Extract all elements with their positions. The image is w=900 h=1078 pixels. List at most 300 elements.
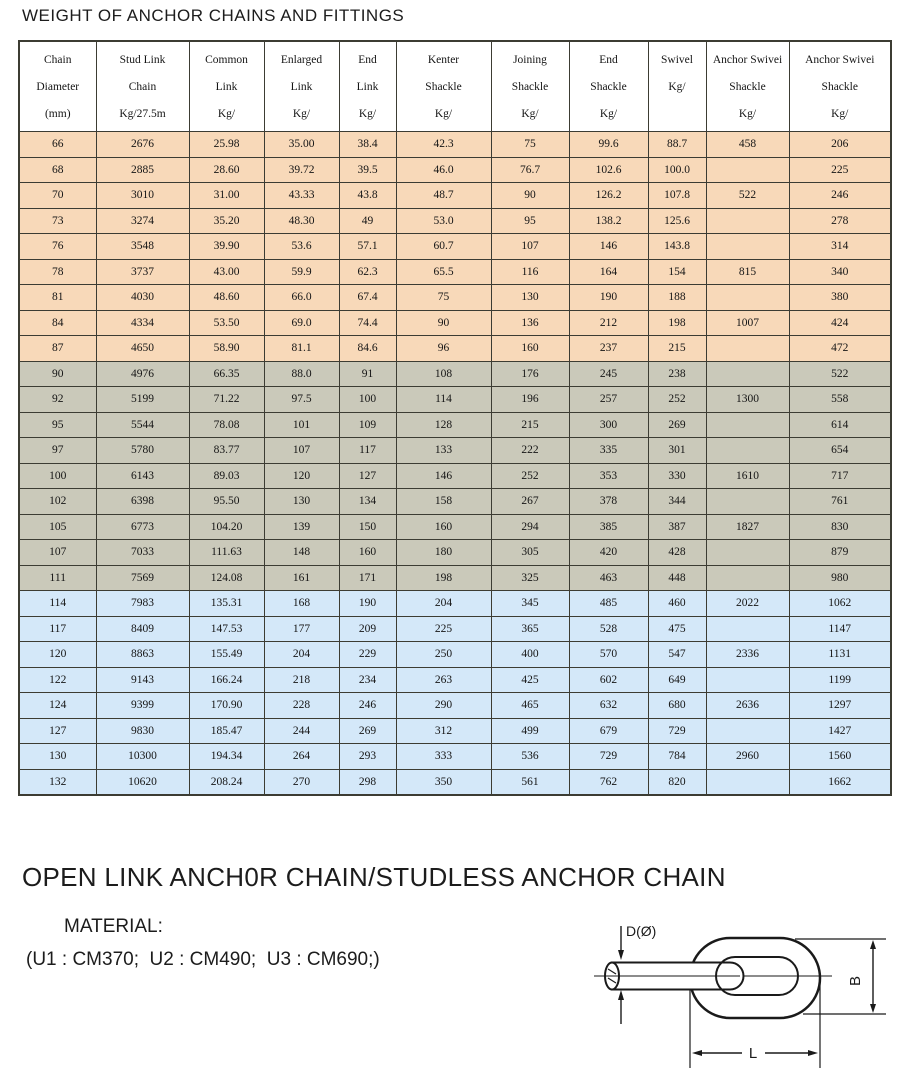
table-cell: 499 bbox=[491, 718, 569, 744]
table-cell: 294 bbox=[491, 514, 569, 540]
table-cell: 171 bbox=[339, 565, 396, 591]
column-header-line: Diameter bbox=[36, 80, 80, 93]
table-cell: 10300 bbox=[96, 744, 189, 770]
table-cell: 38.4 bbox=[339, 132, 396, 158]
table-cell: 1427 bbox=[789, 718, 891, 744]
table-cell: 312 bbox=[396, 718, 491, 744]
table-row bbox=[19, 463, 891, 489]
table-cell: 146 bbox=[396, 463, 491, 489]
table-cell: 78 bbox=[19, 259, 96, 285]
table-cell: 43.33 bbox=[264, 183, 339, 209]
table-cell bbox=[706, 157, 789, 183]
table-row bbox=[19, 438, 891, 464]
column-header-line: Link bbox=[356, 80, 379, 93]
table-cell: 1062 bbox=[789, 591, 891, 617]
table-cell: 139 bbox=[264, 514, 339, 540]
column-header-line: Chain bbox=[128, 80, 157, 93]
table-cell: 66 bbox=[19, 132, 96, 158]
table-cell: 333 bbox=[396, 744, 491, 770]
table-cell: 59.9 bbox=[264, 259, 339, 285]
table-cell: 125.6 bbox=[648, 208, 706, 234]
table-cell: 120 bbox=[264, 463, 339, 489]
table-cell: 465 bbox=[491, 693, 569, 719]
table-cell: 679 bbox=[569, 718, 648, 744]
table-cell: 4976 bbox=[96, 361, 189, 387]
table-cell: 2022 bbox=[706, 591, 789, 617]
table-cell: 116 bbox=[491, 259, 569, 285]
table-row bbox=[19, 693, 891, 719]
column-header-line: Shackle bbox=[511, 80, 549, 93]
table-cell: 136 bbox=[491, 310, 569, 336]
table-cell: 73 bbox=[19, 208, 96, 234]
column-header-line: Kg/ bbox=[217, 107, 236, 120]
table-cell bbox=[706, 412, 789, 438]
column-header-line: Kg/ bbox=[831, 107, 849, 120]
table-cell bbox=[706, 361, 789, 387]
column-header-line: Kenter bbox=[427, 53, 460, 66]
table-cell: 602 bbox=[569, 667, 648, 693]
table-cell: 218 bbox=[264, 667, 339, 693]
table-cell: 330 bbox=[648, 463, 706, 489]
table-cell: 88.0 bbox=[264, 361, 339, 387]
table-cell: 100.0 bbox=[648, 157, 706, 183]
table-cell: 128 bbox=[396, 412, 491, 438]
table-cell: 353 bbox=[569, 463, 648, 489]
table-cell: 1007 bbox=[706, 310, 789, 336]
table-cell: 649 bbox=[648, 667, 706, 693]
table-cell: 78.08 bbox=[189, 412, 264, 438]
table-cell: 69.0 bbox=[264, 310, 339, 336]
column-header bbox=[569, 41, 648, 132]
table-cell: 762 bbox=[569, 769, 648, 795]
table-cell: 570 bbox=[569, 642, 648, 668]
table-row bbox=[19, 769, 891, 795]
column-header bbox=[96, 41, 189, 132]
table-cell: 3010 bbox=[96, 183, 189, 209]
table-cell: 138.2 bbox=[569, 208, 648, 234]
table-cell: 67.4 bbox=[339, 285, 396, 311]
table-cell: 547 bbox=[648, 642, 706, 668]
table-cell: 830 bbox=[789, 514, 891, 540]
table-cell: 278 bbox=[789, 208, 891, 234]
table-cell: 6773 bbox=[96, 514, 189, 540]
table-cell: 190 bbox=[339, 591, 396, 617]
page-title: WEIGHT OF ANCHOR CHAINS AND FITTINGS bbox=[22, 6, 405, 25]
table-row bbox=[19, 234, 891, 260]
table-cell: 134 bbox=[339, 489, 396, 515]
table-cell: 7569 bbox=[96, 565, 189, 591]
table-cell: 84 bbox=[19, 310, 96, 336]
table-cell: 114 bbox=[19, 591, 96, 617]
table-cell: 108 bbox=[396, 361, 491, 387]
table-cell: 147.53 bbox=[189, 616, 264, 642]
table-cell: 1827 bbox=[706, 514, 789, 540]
table-cell: 6398 bbox=[96, 489, 189, 515]
table-row bbox=[19, 514, 891, 540]
chain-link-diagram bbox=[590, 890, 900, 1078]
table-cell: 57.1 bbox=[339, 234, 396, 260]
table-cell: 42.3 bbox=[396, 132, 491, 158]
column-header-line: Joining bbox=[513, 53, 547, 66]
table-cell: 238 bbox=[648, 361, 706, 387]
table-cell: 475 bbox=[648, 616, 706, 642]
table-cell: 58.90 bbox=[189, 336, 264, 362]
column-header-line: Chain bbox=[44, 53, 72, 66]
table-cell: 95.50 bbox=[189, 489, 264, 515]
table-cell: 160 bbox=[491, 336, 569, 362]
table-cell: 95 bbox=[491, 208, 569, 234]
table-cell bbox=[706, 208, 789, 234]
table-cell: 3548 bbox=[96, 234, 189, 260]
table-cell: 60.7 bbox=[396, 234, 491, 260]
column-header-line: Link bbox=[215, 80, 238, 93]
table-cell: 212 bbox=[569, 310, 648, 336]
table-cell: 81.1 bbox=[264, 336, 339, 362]
column-header-line: Stud Link bbox=[119, 53, 166, 66]
column-header-line: End bbox=[358, 53, 377, 66]
table-cell: 8409 bbox=[96, 616, 189, 642]
column-header bbox=[264, 41, 339, 132]
table-cell: 345 bbox=[491, 591, 569, 617]
table-cell: 25.98 bbox=[189, 132, 264, 158]
table-cell: 234 bbox=[339, 667, 396, 693]
table-cell bbox=[706, 616, 789, 642]
table-cell: 90 bbox=[491, 183, 569, 209]
table-cell: 4650 bbox=[96, 336, 189, 362]
table-cell: 188 bbox=[648, 285, 706, 311]
column-header bbox=[19, 41, 96, 132]
table-cell: 558 bbox=[789, 387, 891, 413]
column-header bbox=[706, 41, 789, 132]
table-cell: 35.00 bbox=[264, 132, 339, 158]
table-cell: 117 bbox=[339, 438, 396, 464]
anchor-chain-weight-table bbox=[18, 40, 892, 796]
table-cell: 4334 bbox=[96, 310, 189, 336]
table-cell: 135.31 bbox=[189, 591, 264, 617]
table-cell: 206 bbox=[789, 132, 891, 158]
column-header-line: Common bbox=[205, 53, 248, 66]
table-cell: 228 bbox=[264, 693, 339, 719]
table-cell: 198 bbox=[396, 565, 491, 591]
table-cell: 71.22 bbox=[189, 387, 264, 413]
column-header-line: Shackle bbox=[821, 80, 858, 93]
table-cell: 472 bbox=[789, 336, 891, 362]
table-cell: 305 bbox=[491, 540, 569, 566]
table-cell: 107 bbox=[264, 438, 339, 464]
table-cell: 2960 bbox=[706, 744, 789, 770]
table-cell: 109 bbox=[339, 412, 396, 438]
table-cell: 209 bbox=[339, 616, 396, 642]
l-arrowhead-right bbox=[808, 1050, 818, 1056]
b-arrowhead-up bbox=[870, 940, 876, 949]
table-row bbox=[19, 132, 891, 158]
table-cell: 5780 bbox=[96, 438, 189, 464]
table-cell: 536 bbox=[491, 744, 569, 770]
table-cell: 632 bbox=[569, 693, 648, 719]
table-cell: 2676 bbox=[96, 132, 189, 158]
column-header-line: Kg/ bbox=[292, 107, 311, 120]
table-row bbox=[19, 591, 891, 617]
table-cell: 160 bbox=[396, 514, 491, 540]
table-cell: 111 bbox=[19, 565, 96, 591]
table-cell: 2885 bbox=[96, 157, 189, 183]
table-cell: 717 bbox=[789, 463, 891, 489]
column-header-line: Kg/ bbox=[599, 107, 618, 120]
table-cell: 126.2 bbox=[569, 183, 648, 209]
table-cell: 194.34 bbox=[189, 744, 264, 770]
table-cell: 133 bbox=[396, 438, 491, 464]
table-cell: 528 bbox=[569, 616, 648, 642]
column-header-line: Enlarged bbox=[280, 53, 323, 66]
table-row bbox=[19, 361, 891, 387]
table-cell: 53.0 bbox=[396, 208, 491, 234]
table-cell: 561 bbox=[491, 769, 569, 795]
table-cell: 154 bbox=[648, 259, 706, 285]
table-cell: 252 bbox=[648, 387, 706, 413]
table-cell: 75 bbox=[396, 285, 491, 311]
table-cell: 100 bbox=[339, 387, 396, 413]
table-cell: 155.49 bbox=[189, 642, 264, 668]
table-cell: 269 bbox=[648, 412, 706, 438]
table-cell: 49 bbox=[339, 208, 396, 234]
table-cell: 1199 bbox=[789, 667, 891, 693]
table-cell: 237 bbox=[569, 336, 648, 362]
table-cell: 75 bbox=[491, 132, 569, 158]
section-heading: OPEN LINK ANCH0R CHAIN/STUDLESS ANCHOR CHAIN bbox=[22, 862, 726, 892]
table-cell: 122 bbox=[19, 667, 96, 693]
table-cell: 95 bbox=[19, 412, 96, 438]
table-cell bbox=[706, 234, 789, 260]
column-header bbox=[789, 41, 891, 132]
table-row bbox=[19, 642, 891, 668]
table-cell: 90 bbox=[19, 361, 96, 387]
table-cell bbox=[706, 336, 789, 362]
table-cell: 879 bbox=[789, 540, 891, 566]
table-cell: 290 bbox=[396, 693, 491, 719]
table-cell: 9143 bbox=[96, 667, 189, 693]
table-row bbox=[19, 744, 891, 770]
table-cell: 215 bbox=[491, 412, 569, 438]
table-cell: 90 bbox=[396, 310, 491, 336]
table-cell: 105 bbox=[19, 514, 96, 540]
table-cell: 246 bbox=[339, 693, 396, 719]
table-cell: 48.60 bbox=[189, 285, 264, 311]
table-cell: 5544 bbox=[96, 412, 189, 438]
table-cell: 148 bbox=[264, 540, 339, 566]
table-cell: 420 bbox=[569, 540, 648, 566]
table-cell: 53.50 bbox=[189, 310, 264, 336]
table-cell: 176 bbox=[491, 361, 569, 387]
table-cell: 83.77 bbox=[189, 438, 264, 464]
column-header-line: Kg/ bbox=[668, 80, 686, 93]
table-cell: 68 bbox=[19, 157, 96, 183]
table-cell: 97 bbox=[19, 438, 96, 464]
table-cell: 335 bbox=[569, 438, 648, 464]
b-label: B bbox=[847, 975, 864, 987]
column-header-line: End bbox=[599, 53, 618, 66]
table-cell: 400 bbox=[491, 642, 569, 668]
table-cell: 185.47 bbox=[189, 718, 264, 744]
table-cell: 130 bbox=[491, 285, 569, 311]
column-header-line: Swivel bbox=[661, 53, 693, 66]
table-row bbox=[19, 310, 891, 336]
table-cell: 196 bbox=[491, 387, 569, 413]
table-cell: 365 bbox=[491, 616, 569, 642]
table-cell: 387 bbox=[648, 514, 706, 540]
table-row bbox=[19, 616, 891, 642]
table-cell: 74.4 bbox=[339, 310, 396, 336]
table-cell: 66.0 bbox=[264, 285, 339, 311]
table-cell bbox=[706, 769, 789, 795]
table-cell: 2636 bbox=[706, 693, 789, 719]
table-cell: 43.8 bbox=[339, 183, 396, 209]
table-cell: 300 bbox=[569, 412, 648, 438]
table-cell: 132 bbox=[19, 769, 96, 795]
table-cell bbox=[706, 718, 789, 744]
table-cell: 107 bbox=[491, 234, 569, 260]
table-cell: 124.08 bbox=[189, 565, 264, 591]
column-header-line: Kg/ bbox=[434, 107, 453, 120]
table-cell: 102 bbox=[19, 489, 96, 515]
table-cell: 76 bbox=[19, 234, 96, 260]
table-cell: 344 bbox=[648, 489, 706, 515]
table-cell bbox=[706, 285, 789, 311]
table-row bbox=[19, 718, 891, 744]
table-cell: 380 bbox=[789, 285, 891, 311]
table-cell: 43.00 bbox=[189, 259, 264, 285]
table-cell: 244 bbox=[264, 718, 339, 744]
column-header-line: Kg/ bbox=[738, 107, 757, 120]
table-cell: 680 bbox=[648, 693, 706, 719]
material-label: MATERIAL: bbox=[64, 916, 163, 937]
table-cell: 314 bbox=[789, 234, 891, 260]
table-cell: 428 bbox=[648, 540, 706, 566]
table-row bbox=[19, 489, 891, 515]
table-cell: 225 bbox=[789, 157, 891, 183]
table-cell: 815 bbox=[706, 259, 789, 285]
table-cell: 91 bbox=[339, 361, 396, 387]
table-cell: 31.00 bbox=[189, 183, 264, 209]
table-cell: 3274 bbox=[96, 208, 189, 234]
table-cell: 65.5 bbox=[396, 259, 491, 285]
table-cell: 378 bbox=[569, 489, 648, 515]
table-cell: 97.5 bbox=[264, 387, 339, 413]
table-cell: 5199 bbox=[96, 387, 189, 413]
column-header-line: Kg/ bbox=[521, 107, 539, 120]
table-cell: 70 bbox=[19, 183, 96, 209]
table-cell: 180 bbox=[396, 540, 491, 566]
table-cell: 10620 bbox=[96, 769, 189, 795]
column-header-line: Anchor Swivei bbox=[805, 53, 875, 66]
table-cell: 117 bbox=[19, 616, 96, 642]
table-cell: 458 bbox=[706, 132, 789, 158]
table-row bbox=[19, 183, 891, 209]
table-cell: 88.7 bbox=[648, 132, 706, 158]
table-cell: 820 bbox=[648, 769, 706, 795]
table-cell: 1297 bbox=[789, 693, 891, 719]
table-cell: 39.90 bbox=[189, 234, 264, 260]
table-cell: 124 bbox=[19, 693, 96, 719]
table-cell: 96 bbox=[396, 336, 491, 362]
table-header bbox=[19, 41, 891, 132]
table-cell: 177 bbox=[264, 616, 339, 642]
table-cell: 264 bbox=[264, 744, 339, 770]
table-cell: 87 bbox=[19, 336, 96, 362]
table-cell bbox=[706, 438, 789, 464]
table-cell: 4030 bbox=[96, 285, 189, 311]
table-cell: 130 bbox=[264, 489, 339, 515]
table-cell: 246 bbox=[789, 183, 891, 209]
table-cell: 729 bbox=[569, 744, 648, 770]
table-cell: 7033 bbox=[96, 540, 189, 566]
table-cell: 111.63 bbox=[189, 540, 264, 566]
table-body bbox=[19, 132, 891, 795]
table-cell: 46.0 bbox=[396, 157, 491, 183]
column-header-line: Link bbox=[290, 80, 313, 93]
table-cell: 127 bbox=[19, 718, 96, 744]
table-cell: 6143 bbox=[96, 463, 189, 489]
table-cell: 425 bbox=[491, 667, 569, 693]
table-cell: 1300 bbox=[706, 387, 789, 413]
column-header-line: Anchor Swivei bbox=[712, 53, 783, 66]
table-cell: 1131 bbox=[789, 642, 891, 668]
table-cell bbox=[706, 489, 789, 515]
table-cell: 385 bbox=[569, 514, 648, 540]
table-cell: 761 bbox=[789, 489, 891, 515]
table-row bbox=[19, 540, 891, 566]
table-cell: 1610 bbox=[706, 463, 789, 489]
column-header bbox=[648, 41, 706, 132]
table-cell: 204 bbox=[396, 591, 491, 617]
table-cell: 204 bbox=[264, 642, 339, 668]
table-cell: 325 bbox=[491, 565, 569, 591]
table-row bbox=[19, 285, 891, 311]
table-cell: 252 bbox=[491, 463, 569, 489]
table-cell: 1147 bbox=[789, 616, 891, 642]
table-row bbox=[19, 412, 891, 438]
table-cell: 215 bbox=[648, 336, 706, 362]
material-value: (U1 : CM370; U2 : CM490; U3 : CM690;) bbox=[26, 949, 380, 970]
table-cell: 3737 bbox=[96, 259, 189, 285]
table-row bbox=[19, 157, 891, 183]
table-cell: 146 bbox=[569, 234, 648, 260]
l-label: L bbox=[748, 1045, 758, 1062]
column-header bbox=[339, 41, 396, 132]
table-cell: 114 bbox=[396, 387, 491, 413]
table-cell: 164 bbox=[569, 259, 648, 285]
table-cell: 654 bbox=[789, 438, 891, 464]
table-cell: 350 bbox=[396, 769, 491, 795]
table-cell: 166.24 bbox=[189, 667, 264, 693]
table-cell: 120 bbox=[19, 642, 96, 668]
b-arrowhead-down bbox=[870, 1004, 876, 1013]
table-cell: 127 bbox=[339, 463, 396, 489]
table-cell: 100 bbox=[19, 463, 96, 489]
table-cell: 257 bbox=[569, 387, 648, 413]
table-cell: 170.90 bbox=[189, 693, 264, 719]
table-cell: 301 bbox=[648, 438, 706, 464]
table-cell: 39.5 bbox=[339, 157, 396, 183]
table-row bbox=[19, 667, 891, 693]
diameter-label: D(Ø) bbox=[626, 923, 657, 939]
table-cell: 89.03 bbox=[189, 463, 264, 489]
table-cell: 28.60 bbox=[189, 157, 264, 183]
table-cell: 92 bbox=[19, 387, 96, 413]
table-cell: 198 bbox=[648, 310, 706, 336]
table-cell: 225 bbox=[396, 616, 491, 642]
table-cell: 99.6 bbox=[569, 132, 648, 158]
table-cell: 7983 bbox=[96, 591, 189, 617]
